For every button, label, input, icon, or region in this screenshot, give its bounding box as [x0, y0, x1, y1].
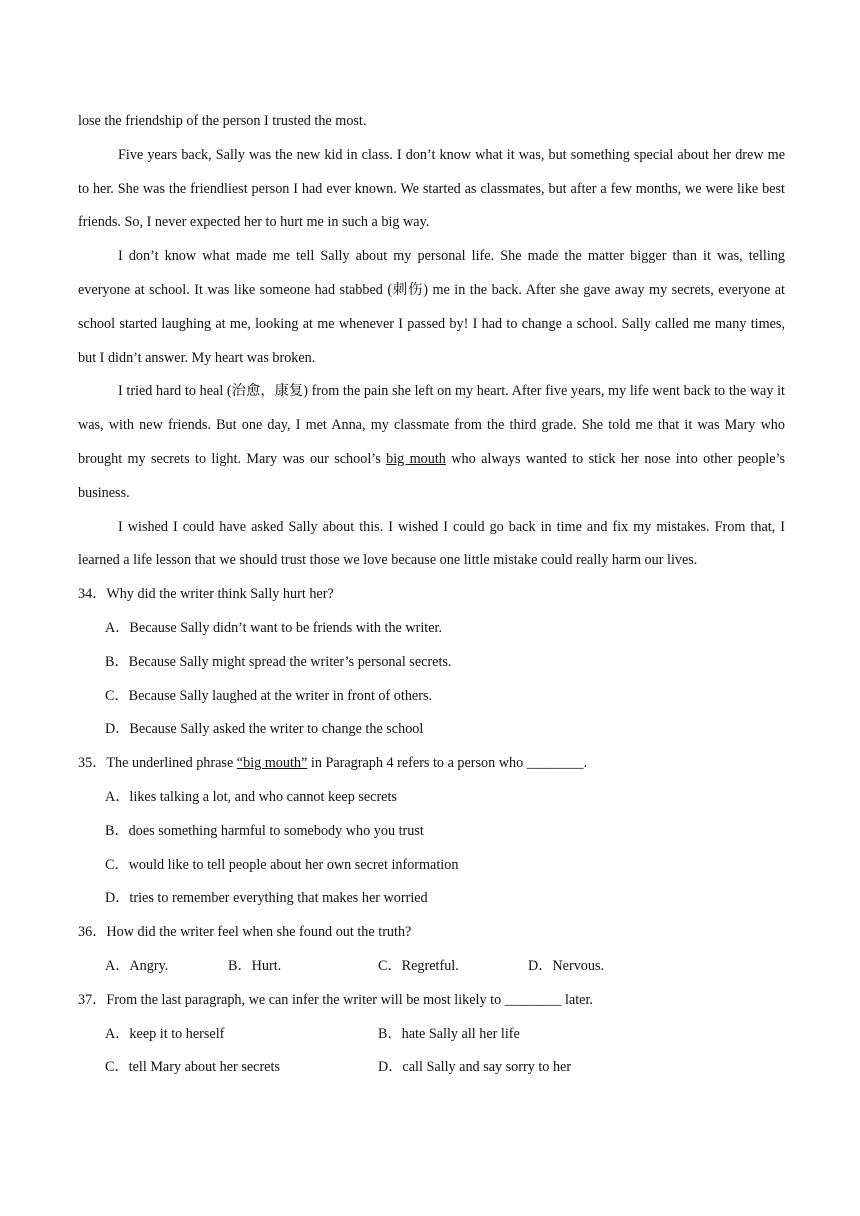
question-number: 34．: [78, 586, 107, 603]
option-34-a: A．Because Sally didn’t want to be friends with the writer.: [105, 619, 443, 636]
option-37-b: B．hate Sally all her life: [378, 1025, 520, 1042]
paragraph-3-text-end: who always wanted to stick her nose into other people’s business.: [78, 450, 785, 501]
option-36-c: C．Regretful.: [378, 957, 459, 974]
paragraph-3-text-start: I tried hard to heal (治愈，康复) from the pain she left on my heart. After five years, my life went back to the way it was, with new friends. But one day, I met Anna, my classmate from the third grade. She told me that it was Mary who brought my secrets to light. Mary was our school’s: [78, 383, 785, 467]
option-36-b: B．Hurt.: [228, 957, 282, 974]
options-37-row-2: [78, 1051, 785, 1085]
option-37-c: C．tell Mary about her secrets: [105, 1059, 280, 1076]
document-page: [78, 105, 785, 1085]
stem-text-end: in Paragraph 4 refers to a person who ________.: [307, 755, 588, 772]
option-35-c: C．would like to tell people about her own secret information: [105, 856, 459, 873]
passage-paragraph-1: Five years back, Sally was the new kid in class. I don’t know what it was, but something special about her drew me to her. She was the friendliest person I had ever known. We started as classmates, but after a few months, we were like best friends. So, I never expected her to hurt me in such a big way.: [78, 146, 785, 231]
question-number: 35．: [78, 755, 107, 772]
options-37-row-1: [78, 1018, 785, 1052]
option-35-d: D．tries to remember everything that makes her worried: [105, 890, 428, 907]
option-37-d: D．call Sally and say sorry to her: [378, 1059, 572, 1076]
stem-text-start: The underlined phrase: [106, 755, 237, 772]
passage-paragraph-3: [78, 375, 785, 510]
question-stem: Why did the writer think Sally hurt her?: [106, 586, 334, 603]
passage-paragraph-0: lose the friendship of the person I trusted the most.: [78, 113, 367, 129]
option-37-a: A．keep it to herself: [105, 1025, 225, 1042]
option-35-a: A．likes talking a lot, and who cannot keep secrets: [105, 788, 397, 805]
question-stem: [106, 747, 587, 781]
passage-paragraph-2: I don’t know what made me tell Sally about my personal life. She made the matter bigger than it was, telling everyone at school. It was like someone had stabbed (刺伤) me in the back. After she gave away my secrets, everyone at school started laughing at me, looking at me whenever I passed by! I had to change a school. Sally called me many times, but I didn’t answer. My heart was broken.: [78, 248, 785, 366]
options-36-row: [78, 950, 785, 984]
option-36-a: A．Angry.: [105, 957, 169, 974]
question-stem: How did the writer feel when she found out the truth?: [106, 924, 412, 941]
question-37: [78, 984, 785, 1018]
question-number: 36．: [78, 924, 107, 941]
option-34-d: D．Because Sally asked the writer to change the school: [105, 721, 424, 738]
big-mouth-underlined-phrase: big mouth: [386, 450, 446, 467]
option-35-b: B．does something harmful to somebody who you trust: [105, 822, 424, 839]
question-stem: From the last paragraph, we can infer the writer will be most likely to ________ later.: [106, 991, 593, 1008]
stem-underlined-phrase: “big mouth”: [236, 755, 308, 772]
passage-paragraph-4: I wished I could have asked Sally about this. I wished I could go back in time and fix my mistakes. From that, I learned a life lesson that we should trust those we love because one little mistake could really harm our lives.: [78, 518, 785, 569]
option-34-c: C．Because Sally laughed at the writer in front of others.: [105, 687, 433, 704]
option-36-d: D．Nervous.: [528, 957, 605, 974]
option-34-b: B．Because Sally might spread the writer’s personal secrets.: [105, 653, 452, 670]
question-35: [78, 747, 785, 781]
question-34: [78, 578, 785, 612]
question-36: [78, 916, 785, 950]
question-number: 37．: [78, 991, 107, 1008]
